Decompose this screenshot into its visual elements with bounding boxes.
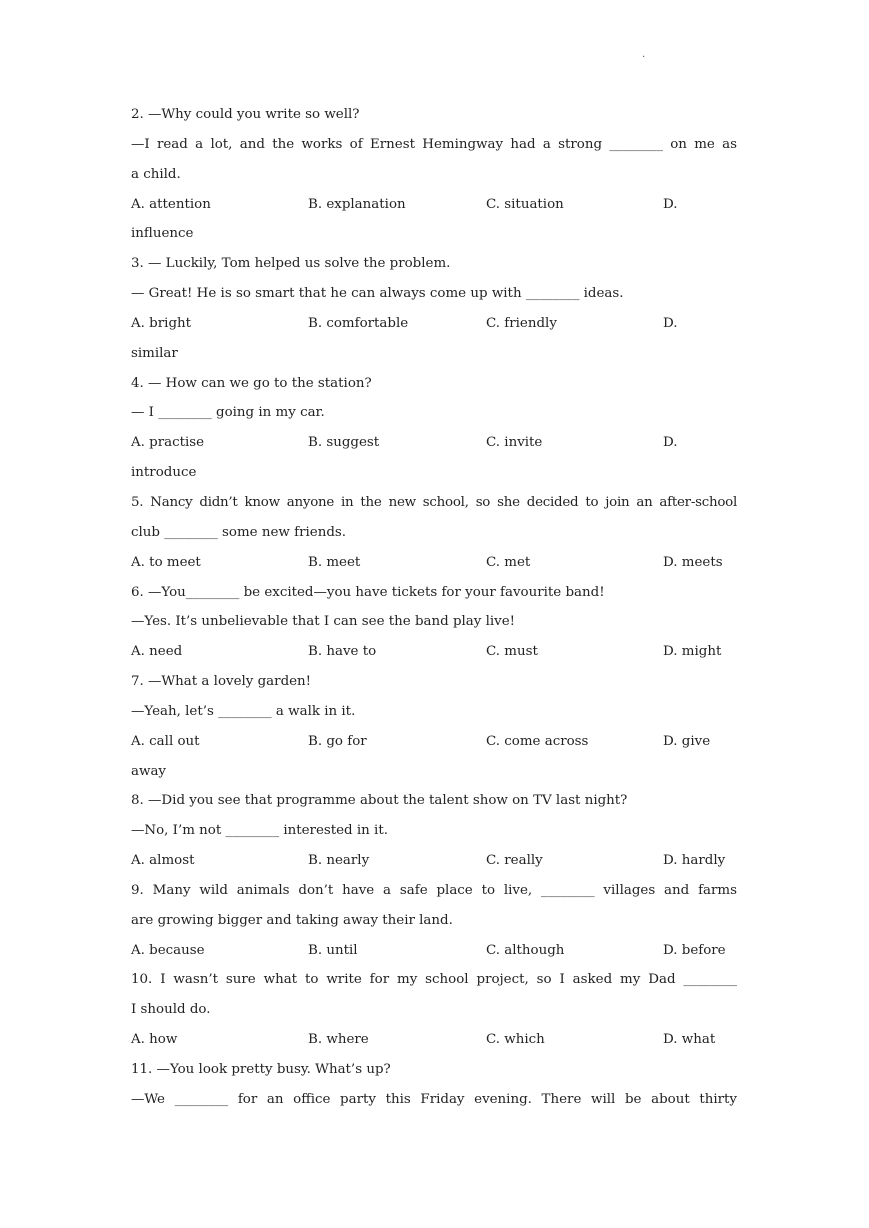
question-line: 3. — Luckily, Tom helped us solve the problem. (131, 256, 451, 272)
options-row (131, 637, 737, 667)
header-mark: · (642, 52, 646, 63)
question-line: —Yeah, let’s ________ a walk in it. (131, 703, 356, 719)
question-line: 8. —Did you see that programme about the talent show on TV last night? (131, 793, 628, 809)
question-line: I should do. (131, 1002, 211, 1018)
option-b: B. suggest (308, 435, 380, 451)
option-a: A. because (131, 942, 205, 958)
question-line: 4. — How can we go to the station? (131, 375, 372, 391)
option-b: B. go for (308, 733, 367, 749)
question-8 (131, 786, 737, 876)
question-9 (131, 876, 737, 966)
option-d: D. might (663, 644, 722, 660)
options-row (131, 727, 737, 757)
option-overflow: away (131, 763, 166, 779)
option-b: B. explanation (308, 196, 406, 212)
option-c: C. really (486, 853, 543, 869)
question-5 (131, 488, 737, 578)
option-a: A. attention (131, 196, 211, 212)
option-d: D. (663, 315, 678, 331)
option-a: A. how (131, 1032, 178, 1048)
question-line: 11. —You look pretty busy. What’s up? (131, 1062, 391, 1077)
question-line: 10. I wasn’t sure what to write for my school project, so I asked my Dad ________ (131, 972, 737, 988)
option-b: B. have to (308, 644, 377, 660)
question-line: 6. —You________ be excited—you have tickets for your favourite band! (131, 584, 605, 600)
options-row (131, 846, 737, 876)
option-a: A. practise (131, 435, 205, 451)
options-row (131, 309, 737, 339)
option-b: B. nearly (308, 853, 370, 869)
question-line: —Yes. It’s unbelievable that I can see the band play live! (131, 614, 516, 630)
options-row (131, 428, 737, 458)
option-c: C. situation (486, 196, 564, 212)
option-a: A. to meet (131, 554, 201, 570)
option-overflow: introduce (131, 465, 197, 481)
question-line: — Great! He is so smart that he can always come up with ________ ideas. (131, 286, 624, 302)
options-row (131, 548, 737, 578)
option-d: D. before (663, 942, 726, 958)
question-3 (131, 249, 737, 368)
option-b: B. comfortable (308, 315, 409, 331)
option-c: C. although (486, 942, 565, 958)
option-c: C. which (486, 1032, 545, 1048)
question-list (131, 100, 737, 1115)
question-10 (131, 965, 737, 1055)
question-line: are growing bigger and taking away their land. (131, 912, 453, 928)
question-line: a child. (131, 166, 181, 182)
question-11 (131, 1055, 737, 1115)
options-row (131, 190, 737, 220)
question-line: 2. —Why could you write so well? (131, 107, 360, 122)
option-a: A. almost (131, 853, 195, 869)
question-line: —No, I’m not ________ interested in it. (131, 823, 388, 839)
option-a: A. call out (131, 733, 200, 749)
option-c: C. invite (486, 435, 543, 451)
question-line: — I ________ going in my car. (131, 405, 325, 421)
option-d: D. give (663, 733, 711, 749)
question-line: club ________ some new friends. (131, 524, 347, 540)
question-line: —I read a lot, and the works of Ernest Hemingway had a strong ________ on me as (131, 136, 737, 152)
question-6 (131, 578, 737, 668)
option-c: C. friendly (486, 315, 557, 331)
options-row (131, 936, 737, 966)
option-a: A. bright (131, 315, 192, 331)
option-c: C. met (486, 554, 531, 570)
question-line: 9. Many wild animals don’t have a safe place to live, ________ villages and farms (131, 882, 737, 898)
option-d: D. what (663, 1032, 716, 1048)
option-b: B. until (308, 942, 358, 958)
option-d: D. hardly (663, 853, 726, 869)
question-line: 7. —What a lovely garden! (131, 674, 312, 690)
option-c: C. must (486, 644, 538, 660)
question-4 (131, 369, 737, 488)
option-d: D. meets (663, 554, 723, 570)
option-overflow: influence (131, 226, 194, 242)
option-b: B. where (308, 1032, 369, 1048)
question-2 (131, 100, 737, 249)
option-d: D. (663, 196, 678, 212)
option-a: A. need (131, 644, 183, 660)
option-b: B. meet (308, 554, 361, 570)
option-d: D. (663, 435, 678, 451)
options-row (131, 1025, 737, 1055)
option-overflow: similar (131, 345, 178, 361)
option-c: C. come across (486, 733, 589, 749)
question-line: —We ________ for an office party this Friday evening. There will be about thirty (131, 1091, 737, 1107)
question-line: 5. Nancy didn’t know anyone in the new school, so she decided to join an after-school (131, 494, 737, 510)
question-7 (131, 667, 737, 786)
